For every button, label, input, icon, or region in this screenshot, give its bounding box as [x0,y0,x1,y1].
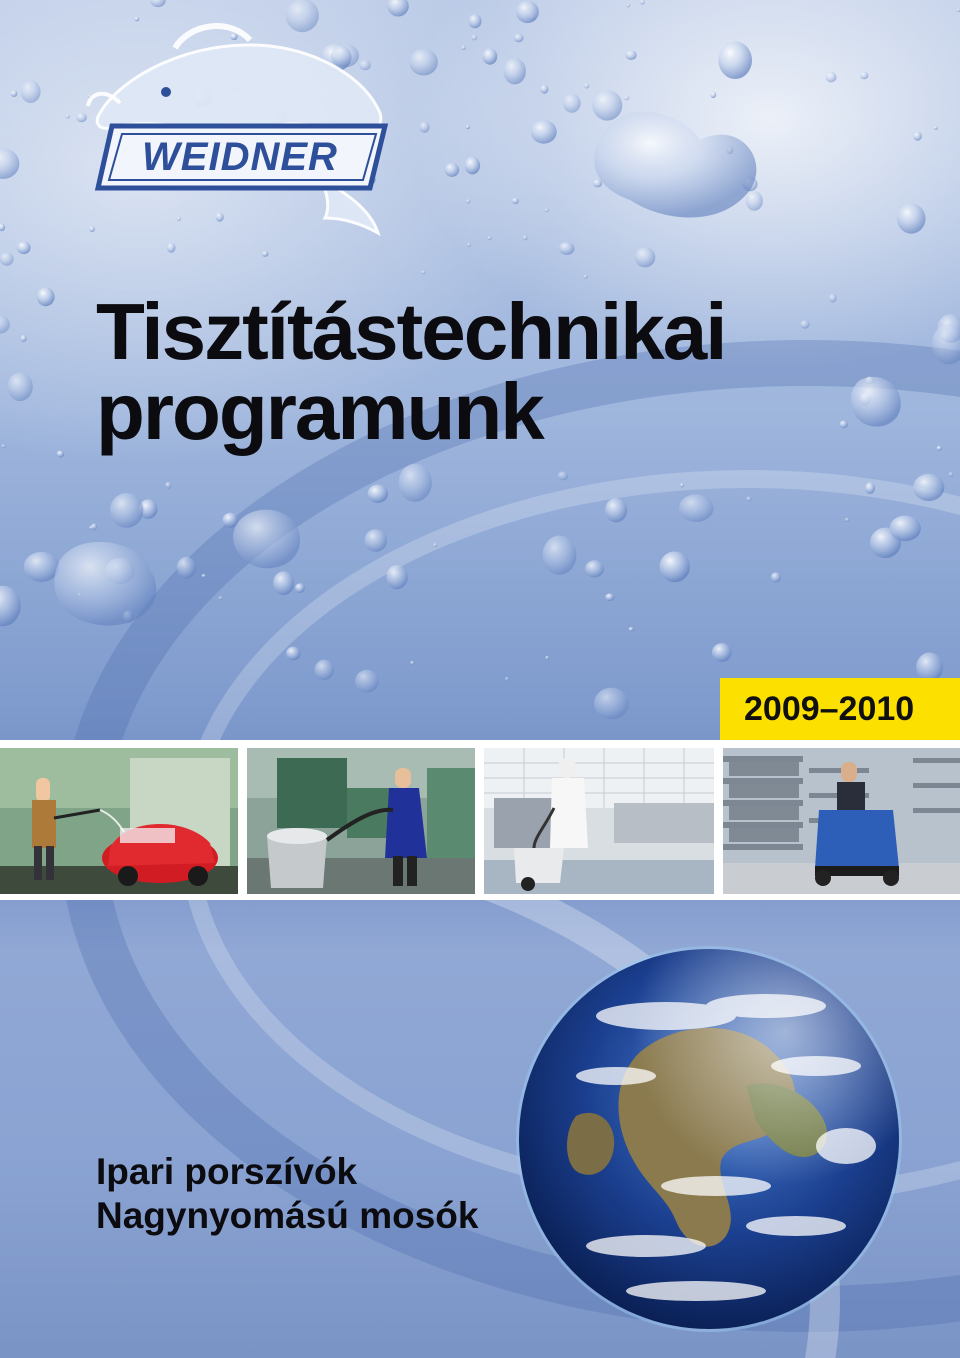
water-drop [57,451,65,458]
water-drop [488,236,492,239]
water-drop [504,58,526,84]
water-drop [932,324,960,364]
water-drop [718,41,752,79]
water-drop [845,518,849,522]
water-drop [167,243,176,253]
water-drop [624,95,629,100]
water-drop [937,446,942,451]
water-drop [286,647,300,661]
water-drop [544,208,549,212]
water-drop [679,494,714,522]
water-drop [21,80,41,103]
water-drop [368,485,388,503]
water-drop [545,656,549,660]
water-drop [897,204,925,234]
water-drop [11,90,18,97]
water-drop [262,251,269,257]
water-drop [177,557,196,579]
water-drop [933,126,937,129]
water-drop [746,191,763,211]
water-drop [223,513,239,528]
title-line-2: programunk [96,367,543,456]
subtitle-line-1: Ipari porszívók [96,1151,358,1192]
water-drop [355,670,379,693]
water-drop [913,474,944,501]
year-badge: 2009–2010 [720,678,960,740]
water-drop [559,242,575,255]
water-drop [315,660,334,680]
water-drop [386,565,408,589]
water-drop [399,464,432,502]
subtitle-line-2: Nagynyomású mosók [96,1195,479,1236]
water-drop [37,287,55,306]
water-drop [505,677,509,681]
water-drop [0,586,21,627]
water-drop [467,243,471,248]
water-drop [0,315,10,333]
water-drop [558,471,569,480]
water-drop [150,0,165,7]
earth-globe-icon [516,946,902,1332]
water-drop [410,661,415,665]
water-drop [605,498,627,522]
water-drop [0,224,5,231]
water-drop [771,572,781,582]
water-drop [605,593,614,601]
water-drop [295,583,305,593]
water-drop [523,235,528,240]
ride-on-sweeper-photo [723,748,960,894]
water-drop [913,132,922,141]
water-drop [466,125,470,130]
water-drop [635,247,655,267]
water-drop [865,482,875,494]
water-drop [585,560,604,577]
water-drop [594,688,629,720]
water-drop [66,114,70,118]
water-drop [540,85,548,94]
kitchen-cleaning-photo [484,748,714,894]
water-drop [91,523,97,530]
water-drop [640,0,645,5]
water-drop [629,627,634,631]
water-drop [273,571,294,595]
water-drop [433,543,437,547]
water-drop [710,92,716,98]
water-drop [593,179,602,187]
water-drop [712,643,732,662]
water-drop [8,372,33,401]
water-drop [746,496,751,501]
weidner-logo [80,18,400,243]
water-drop [0,252,14,266]
water-drop [626,4,630,7]
water-drop [365,529,388,552]
water-drop [890,516,921,542]
water-drop [419,122,429,133]
water-drop [110,493,143,528]
water-drop [421,270,425,274]
water-drop [469,14,482,28]
water-drop [531,120,557,144]
water-drop [409,49,438,76]
water-drop [465,157,480,175]
water-drop [483,48,498,64]
logo-text: WEIDNER [142,135,338,179]
water-drop [584,83,590,89]
water-drop [543,536,577,575]
water-drop [626,50,637,60]
industrial-vacuum-workshop-photo [247,748,475,894]
water-drop [0,149,19,179]
title-line-1: Tisztítástechnikai [96,287,726,376]
water-drop [563,94,581,113]
water-drop [461,46,465,51]
cover-title [96,287,916,456]
water-drop [826,72,837,83]
water-drop [471,35,477,41]
water-drop [592,90,622,120]
water-drop [512,198,519,204]
water-drop [17,241,31,254]
water-drop [387,0,408,16]
water-drop [957,8,960,12]
water-drop [2,444,6,448]
water-drop [660,552,690,583]
water-drop [516,1,539,23]
water-drop [680,483,684,488]
water-drop [218,596,223,600]
water-drop [445,163,460,177]
water-drop [165,482,171,489]
water-drop [949,472,954,477]
product-lines [96,1150,478,1238]
water-drop [202,574,206,578]
water-drop [514,34,524,43]
water-drop [466,199,470,203]
water-drop [860,72,868,79]
water-drop [584,275,588,279]
pressure-washer-car-photo [0,748,238,894]
water-drop [24,552,59,582]
water-drop [21,335,27,342]
